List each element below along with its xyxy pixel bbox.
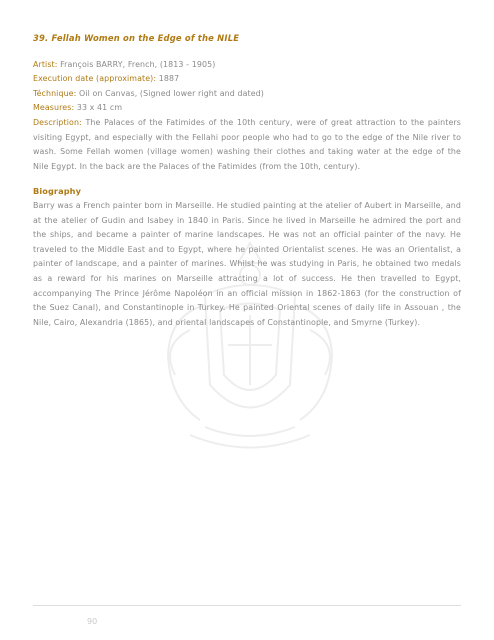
page-number: 90: [87, 617, 98, 626]
description-field: [33, 116, 461, 174]
execution-date-value: 1887: [158, 74, 180, 84]
entry-title: 39. Fellah Women on the Edge of the NILE: [33, 33, 240, 43]
technique-value: Oil on Canvas, (Signed lower right and dated): [79, 88, 264, 98]
description-label: Description:: [33, 117, 82, 127]
artist-field: [33, 58, 461, 73]
execution-date-field: [33, 72, 461, 87]
artist-value: François BARRY, French, (1813 - 1905): [60, 59, 216, 69]
execution-date-label: Execution date (approximate):: [33, 74, 157, 84]
measures-value: 33 x 41 cm: [76, 103, 123, 113]
technique-field: [33, 87, 461, 102]
measures-label: Measures:: [33, 103, 75, 113]
artist-label: Artist:: [33, 59, 58, 69]
description-text: The Palaces of the Fatimides of the 10th century, were of great attraction to the painters visiting Egypt, and especially with the Fellahi poor people who had to go to the edge of the Nile river to wash. Some Fellah women (village women) washing their clothes and taking water at the edge of the Nile Egypt. In the back are the Palaces of the Fatimides (from the 10th, century).: [33, 117, 461, 171]
biography-heading: Biography: [33, 186, 82, 197]
entry-content: [33, 31, 461, 330]
biography-text: Barry was a French painter born in Marseille. He studied painting at the atelier of Aubert in Marseille, and at the atelier of Gudin and Isabey in 1840 in Paris. Since he lived in Marseille he admired the port and the ships, and became a painter of marine landscapes. He was not an official painter of the navy. He traveled to the Middle East and to Egypt, where he painted Orientalist scenes. He was an Orientalist, a painter of landscape, and a painter of marines. Whilst he was studying in Paris, he obtained two medals as a reward for his marines on Marseille attracting a lot of success. He then travelled to Egypt, accompanying The Prince Jérôme Napoléon in an official mission in 1862-1863 (for the construction of the Suez Canal), and Constantinople in Turkey. He painted Oriental scenes of daily life in Assouan , the Nile, Cairo, Alexandria (1865), and oriental landscapes of Constantinople, and Smyrne (Turkey).: [33, 200, 461, 327]
footer-divider: [33, 605, 461, 606]
measures-field: [33, 101, 461, 116]
technique-label: Téchnique:: [33, 88, 77, 98]
